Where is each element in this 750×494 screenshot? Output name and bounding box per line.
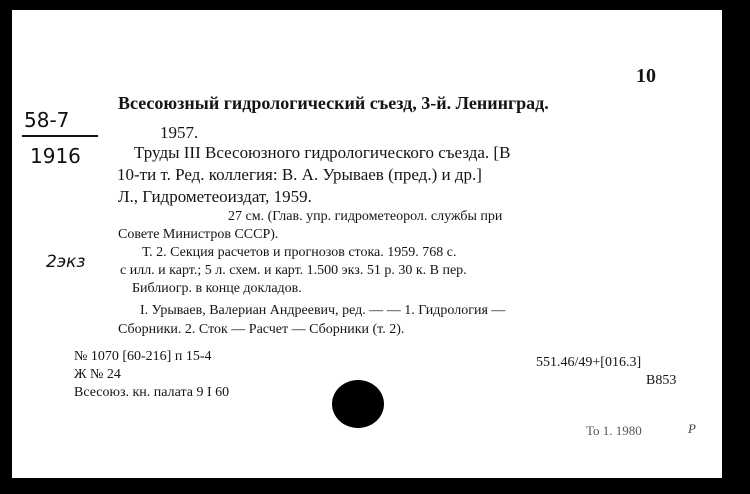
volume-line-3: Библиогр. в конце докладов. xyxy=(132,281,302,296)
volume-line-2: с илл. и карт.; 5 л. схем. и карт. 1.500 экз. 51 р. 30 к. В пер. xyxy=(120,263,467,278)
volume-line-1: Т. 2. Секция расчетов и прогнозов стока. 1959. 768 с. xyxy=(142,245,457,260)
title-line-1: Труды III Всесоюзного гидрологического съезда. [В xyxy=(134,143,511,162)
series-line-2: Совете Министров СССР). xyxy=(118,227,279,242)
series-line-1: 27 см. (Глав. упр. гидрометеорол. службы при xyxy=(228,209,503,224)
journal-number: Ж № 24 xyxy=(74,367,121,382)
catalog-number: № 1070 [60-216] п 15-4 xyxy=(74,349,212,364)
shelfmark-bottom: 1916 xyxy=(30,144,81,168)
shelfmark-divider xyxy=(22,135,98,137)
shelfmark-top: 58-7 xyxy=(24,108,70,132)
bottom-stamp: То 1. 1980 xyxy=(586,423,642,438)
book-chamber: Всесоюз. кн. палата 9 I 60 xyxy=(74,385,230,400)
udc-code: 551.46/49+[016.3] xyxy=(536,355,642,370)
heading-line-1: Всесоюзный гидрологический съезд, 3-й. Ленинград. xyxy=(118,93,549,113)
heading-line-2: 1957. xyxy=(160,123,199,142)
bottom-mark: Р xyxy=(688,421,696,436)
tracing-line-1: I. Урываев, Валериан Андреевич, ред. — — 1. Гидрология — xyxy=(140,303,506,318)
punch-hole xyxy=(332,380,384,428)
card-number: 10 xyxy=(636,65,656,87)
class-code: В853 xyxy=(646,373,677,388)
handwritten-note: 2экз xyxy=(46,252,86,272)
tracing-line-2: Сборники. 2. Сток — Расчет — Сборники (т. 2). xyxy=(118,322,405,337)
catalog-card xyxy=(12,10,722,478)
title-line-2: 10-ти т. Ред. коллегия: В. А. Урываев (пред.) и др.] xyxy=(117,165,482,184)
imprint: Л., Гидрометеоиздат, 1959. xyxy=(118,187,312,206)
